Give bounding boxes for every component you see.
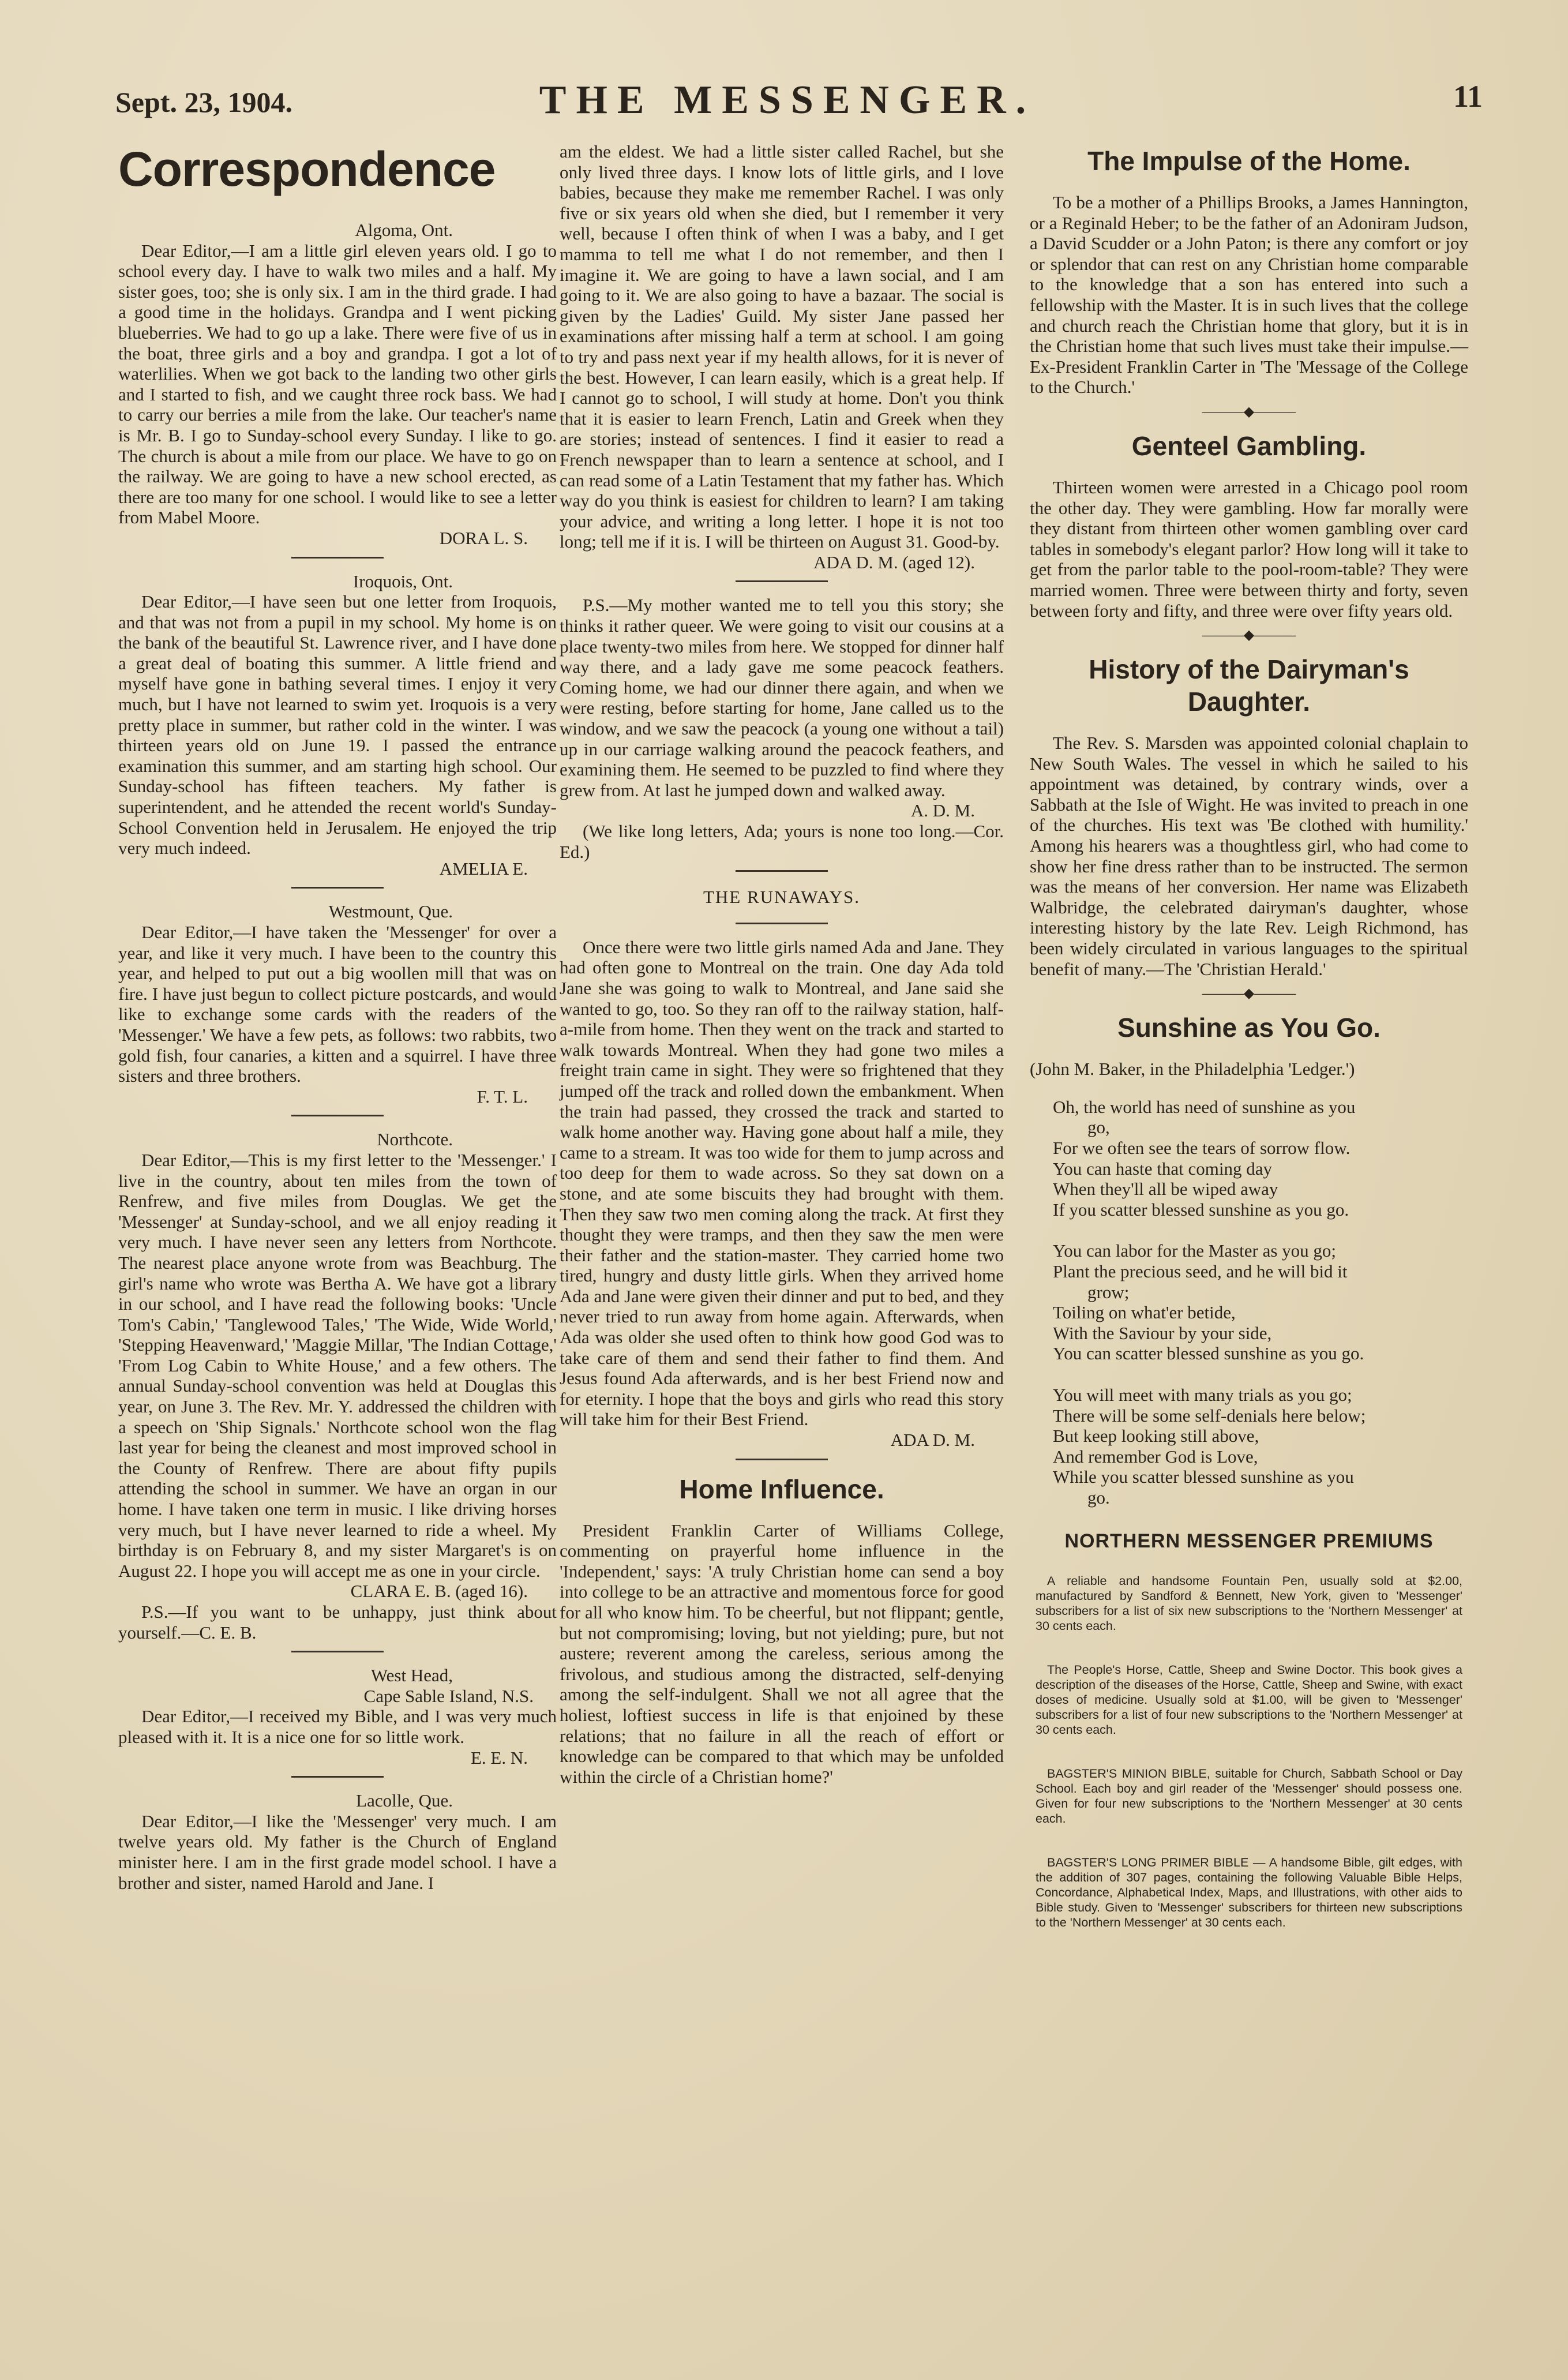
poem-line: You can haste that coming day [1053,1158,1272,1179]
poem-line: grow; [1087,1281,1130,1302]
premium-text: The People's Horse, Cattle, Sheep and Swine Doctor. This book gives a description of the diseases of the Horse, Cattle, Sheep and Swine, with exact doses of medicine. Usually sold at $1.00, will be given to 'Messenger' subscribers for a list of four new subscriptions to the 'Northern Messenger' at 30 cents each. [1036,1663,1462,1737]
letter-body: Dear Editor,—I have seen but one letter from Iroquois, and that was not from a pupil in my school. My home is on the bank of the beautiful St. Lawrence river, and I have done a great deal of boating this summer. A little friend and myself have gone in bathing several times. I enjoy it very much, but I have not learned to swim yet. Iroquois is a very pretty place in summer, but rather cold in the winter. I was thirteen years old on June 19. I passed the entrance examination this summer, and am starting high school. Our Sunday-school has fifteen teachers. My father is superintendent, and he attended the recent world's Sunday-School Convention held in Jerusalem. He enjoyed the trip very much indeed. [118,591,557,859]
letter-place: Cape Sable Island, N.S. [363,1685,534,1706]
poem [1053,1097,1468,1508]
gambling-heading: Genteel Gambling. [1131,430,1367,461]
letter-signature: DORA L. S. [439,527,528,548]
divider [291,1776,384,1778]
poem-line: You can scatter blessed sunshine as you go. [1053,1343,1364,1364]
letter-signature: E. E. N. [470,1747,528,1768]
letter [118,1665,557,1768]
sunshine-heading: Sunshine as You Go. [1117,1013,1381,1043]
premium-text: A reliable and handsome Fountain Pen, usually sold at $2.00, manufactured by Sandford & Bennett, New York, given to 'Messenger' subscribers for a list of six new subscriptions to the 'Northern Messenger' at 30 cents each. [1036,1574,1462,1633]
letter-signature: CLARA E. B. (aged 16). [350,1581,528,1602]
premium-item [1036,1766,1462,1826]
letter-place: Westmount, Que. [328,901,453,922]
impulse-body: To be a mother of a Phillips Brooks, a James Hannington, or a Reginald Heber; to be the father of an Adoniram Judson, a David Scudder or a John Paton; is there any comfort or joy or splendor that can rest on any Christian home comparable to the knowledge that a son has entered into such a fellowship with the Master. It is in such lives that the college and church reach the Christian home that glory, but it is in the Christian home that such lives must take their impulse.—Ex-President Franklin Carter in 'The 'Message of the College to the Church.' [1030,192,1468,398]
story-signature: ADA D. M. [890,1430,975,1451]
poem-line: And remember God is Love, [1053,1446,1258,1467]
divider [291,1651,384,1652]
poem-stanza [1053,1240,1468,1364]
poem-line: You can labor for the Master as you go; [1053,1240,1337,1261]
divider [736,923,828,924]
letter [118,901,557,1107]
poem-line: There will be some self-denials here below; [1053,1405,1366,1426]
letter-signature: ADA D. M. (aged 12). [813,552,975,572]
premium-item [1036,1855,1462,1930]
poem-line: While you scatter blessed sunshine as you [1053,1467,1354,1487]
dairyman-heading: History of the Dairyman's Daughter. [1089,654,1409,717]
editor-note: (We like long letters, Ada; yours is none too long.—Cor. Ed.) [560,821,1004,862]
letter-signature: AMELIA E. [439,858,528,879]
impulse-heading: The Impulse of the Home. [1087,146,1411,176]
page-number: 11 [1453,79,1483,114]
divider [291,1115,384,1116]
letter-body: Dear Editor,—I have taken the 'Messenger' for over a year, and like it very much. I have been to the country this year, and helped to put out a big woollen mill that was on fire. I have just begun to collect picture postcards, and would like to exchange some cards with the readers of the 'Messenger.' We have a few pets, as follows: two rabbits, two gold fish, four canaries, a kitten and a squirrel. I have three sisters and three brothers. [118,922,557,1086]
divider [736,580,828,582]
home-influence-heading: Home Influence. [679,1474,884,1504]
letter-body: Dear Editor,—I like the 'Messenger' very much. I am twelve years old. My father is the Church of England minister here. I am in the first grade model school. I have a brother and sister, named Harold and Jane. I [118,1811,557,1893]
divider [736,1459,828,1460]
letter-body: Dear Editor,—This is my first letter to the 'Messenger.' I live in the country, about ten miles from the town of Renfrew, and five miles from Douglas. We get the 'Messenger' at Sunday-school, and we all enjoy reading it very much. I have never seen any letters from Northcote. The nearest place anyone wrote from was Beachburg. The girl's name who wrote was Bertha A. We have got a library in our school, and I have read the following books: 'Uncle Tom's Cabin,' 'Tanglewood Tales,' 'The Wide, Wide World,' 'Stepping Heavenward,' 'Maggie Millar, 'The Indian Cottage,' 'From Log Cabin to White House,' and a few others. The annual Sunday-school convention was held at Douglas this year, on June 3. The Rev. Mr. Y. addressed the children with a speech on 'Ship Signals.' Northcote school won the flag last year for being the cleanest and most improved school in the County of Renfrew. There are about fifty pupils attending the school in summer. We have an organ in our home. I have taken one term in music. I like driving horses very much, but I have never learned to ride a wheel. My birthday is on February 8, and my sister Margaret's is on August 22. I hope you will accept me as one in your circle. [118,1149,557,1581]
story-title: THE RUNAWAYS. [703,887,861,908]
letter [118,220,557,549]
issue-date: Sept. 23, 1904. [115,86,292,118]
letter-place: Iroquois, Ont. [352,571,453,591]
divider [736,870,828,872]
poem-line: But keep looking still above, [1053,1426,1259,1446]
dairyman-body: The Rev. S. Marsden was appointed colonial chaplain to New South Wales. The vessel in which he sailed to his appointment was detained, by contrary winds, over a Sabbath at the Isle of Wight. He was invited to preach in one of the churches. His text was 'Be clothed with humility.' Among his hearers was a thoughtless girl, who had come to show her fine dress rather than to be instructed. The sermon was the means of her conversion. Her name was Elizabeth Walbridge, the celebrated dairyman's daughter, whose interesting history by the late Rev. Leigh Richmond, has been widely circulated in various languages to the spiritual benefit of many.—The 'Christian Herald.' [1030,733,1468,979]
column-3 [1030,141,1468,1959]
divider [291,557,384,559]
divider-ornament: ———◆——— [1202,986,1296,1002]
masthead [110,74,1483,122]
story-body: Once there were two little girls named Ada and Jane. They had often gone to Montreal on the train. One day Ada told Jane she was going to walk to Montreal, and Jane said she wanted to go, too. So they ran off to the railway station, half-a-mile from home. Then they went on the track and started to walk towards Montreal. When they had gone two miles a freight train came in sight. They were so frightened that they jumped off the track and rolled down the embankment. When the train had passed, they crossed the track and started to walk home another way. Having gone about half a mile, they came to a stream. It was too wide for them to jump across and too deep for them to wade across. So they sat down on a stone, and ate some biscuits they had brought with them. Then they saw two men coming along the track. At first they thought they were tramps, and then they saw the men were their father and the station-master. They carried home two tired, hungry and dusty little girls. When they arrived home Ada and Jane were given their dinner and put to bed, and they never tried to run away from home again. Afterwards, when Ada was older she used often to think how good God was to take care of them and send their father to find them. And Jesus found Ada afterwards, and is her best Friend now and for eternity. I hope that the boys and girls who read this story will take him for their Best Friend. [560,936,1004,1430]
premium-text: BAGSTER'S LONG PRIMER BIBLE — A handsome Bible, gilt edges, with the addition of 307 pages, containing the following Valuable Bible Helps, Concordance, Alphabetical Index, Maps, and Illustrations, with other aids to Bible study. Given to 'Messenger' subscribers for thirteen new subscriptions to the 'Northern Messenger' at 30 cents each. [1036,1856,1462,1930]
letter-postscript: P.S.—My mother wanted me to tell you this story; she thinks it rather queer. We were going to visit our cousins at a place twenty-two miles from here. We stopped for dinner half way there, and a lady gave me some peacock feathers. Coming home, we had our dinner there again, and when we were resting, before starting for home, Jane called us to the window, and we saw the peacock (a young one without a tail) up in our carriage walking around the peacock feathers, and examining them. He seemed to be puzzled to find where they grew from. At last he jumped down and walked away. [560,595,1004,800]
divider-ornament: ———◆——— [1202,628,1296,643]
premiums-heading: NORTHERN MESSENGER PREMIUMS [1064,1530,1434,1552]
divider-ornament: ———◆——— [1202,404,1296,419]
poem-stanza [1053,1097,1468,1220]
divider [291,887,384,889]
premium-item [1036,1662,1462,1737]
letter-place: Lacolle, Que. [356,1790,453,1811]
poem-line: You will meet with many trials as you go; [1053,1384,1352,1405]
letter-body: Dear Editor,—I am a little girl eleven years old. I go to school every day. I have to walk two miles and a half. My sister goes, too; she is only six. I am in the third grade. I had a good time in the holidays. Grandpa and I went picking blueberries. We had to go up a lake. There were five of us in the boat, three girls and a boy and grandpa. I got a lot of waterlilies. When we got back to the landing two other girls and I started to fish, and we caught three rock bass. We had to carry our berries a mile from the lake. Our teacher's name is Mr. B. I go to Sunday-school every Sunday. I like to go. The church is about a mile from our place. We have to go on the railway. We are going to have a new school erected, as there are too many for one school. I would like to see a letter from Mabel Moore. [118,240,557,528]
letter-place: West Head, [370,1665,453,1686]
letter [118,571,557,879]
poem-line: When they'll all be wiped away [1053,1179,1278,1200]
gambling-body: Thirteen women were arrested in a Chicago pool room the other day. They were gambling. How far morally were they distant from thirteen other women gambling over card tables in somebody's elegant parlor? How long will it take to get from the parlor table to the pool-room-table? They were married women. Three were between thirty and forty, seven between forty and fifty, and three were over fifty years old. [1030,477,1468,621]
poem-line: Toiling on what'er betide, [1053,1302,1236,1323]
letter-place: Algoma, Ont. [355,220,453,240]
letter-body: Dear Editor,—I received my Bible, and I was very much pleased with it. It is a nice one for so little work. [118,1706,557,1747]
poem-line: With the Saviour by your side, [1053,1322,1272,1343]
letter-continuation: am the eldest. We had a little sister called Rachel, but she only lived three days. I know lots of little girls, and I love babies, because they make me remember Rachel. I was only five or six years old when she died, but I remember it very well, because I often think of when I was a baby, and I get mamma to tell me what I do not remember, and then I imagine it. We are going to have a lawn social, and I am going to it. We are also going to have a bazaar. The social is given by the Ladies' Guild. My sister Jane passed her examinations after missing half a term at school. I am going to try and pass next year if my health allows, for it is never of the best. However, I can learn easily, which is a great help. If I cannot go to school, I will study at home. Don't you think that it is easier to learn French, Latin and Greek when they are stories; instead of sentences. I find it easier to read a French newspaper than to learn a sentence at school, and I can read some of a Latin Testament that my father has. Which way do you think is easiest for children to learn? I am taking your advice, and writing a long letter. I hope it is not too long; tell me if it is. I will be thirteen on August 31. Good-by. [560,141,1004,552]
letter [118,1790,557,1893]
correspondence-heading: Correspondence [118,142,496,196]
letter-postscript: P.S.—If you want to be unhappy, just think about yourself.—C. E. B. [118,1602,557,1643]
column-1 [118,141,557,1893]
poem-stanza [1053,1385,1468,1508]
letter-signature: F. T. L. [477,1086,528,1107]
premium-text: BAGSTER'S MINION BIBLE, suitable for Church, Sabbath School or Day School. Each boy and girl reader of the 'Messenger' should possess one. Given for four new subscriptions to the 'Northern Messenger' at 30 cents each. [1036,1767,1462,1826]
letter-place: Northcote. [377,1129,453,1150]
poem-line: If you scatter blessed sunshine as you go. [1053,1199,1349,1220]
poem-line: go. [1087,1487,1110,1508]
poem-line: For we often see the tears of sorrow flow. [1053,1138,1351,1158]
poem-line: Oh, the world has need of sunshine as you [1053,1096,1356,1117]
letter [118,1129,557,1643]
letter-signature: A. D. M. [910,800,975,821]
premium-item [1036,1573,1462,1633]
poem-line: Plant the precious seed, and he will bid it [1053,1261,1348,1281]
poem-line: go, [1087,1117,1110,1138]
home-influence-body: President Franklin Carter of Williams College, commenting on prayerful home influence in the 'Independent,' says: 'A truly Christian home can send a boy into college to be an attractive and momentous force for good for all who know him. To be cheerful, but not flippant; gentle, but not compromising; loving, but not yielding; pure, but not austere; reverent among the careless, serious among the frivolous, and studious among the distracted, self-denying among the self-indulgent. Shall we not all agree that the holiest, loftiest success in life is that enjoined by these relations; that no failure in all the reach of effort or knowledge can be compared to that which may be unfolded within the circle of a Christian home?' [560,1520,1004,1787]
poem-attribution: (John M. Baker, in the Philadelphia 'Ledger.') [1030,1059,1355,1080]
newspaper-title: THE MESSENGER. [539,78,1036,122]
column-2 [560,141,1004,1787]
